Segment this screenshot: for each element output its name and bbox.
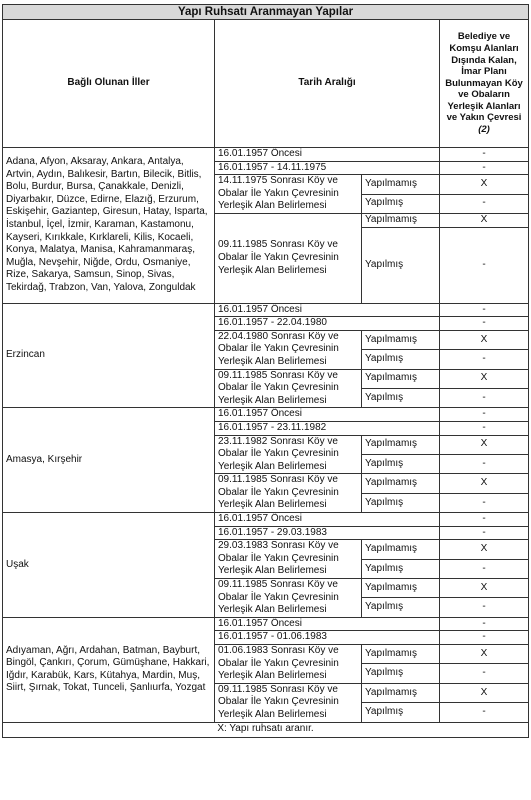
plan-text: Sonrası Köy ve Obalar İle Yakın Çevresinin Yerleşik Alan Belirlemesi xyxy=(218,369,339,406)
header-village-areas xyxy=(440,20,529,148)
table-row xyxy=(3,303,529,317)
plan-description xyxy=(215,645,362,684)
permit-mark: X xyxy=(440,474,529,493)
status-not-done: Yapılmamış xyxy=(362,213,440,227)
plan-date: 09.11.1985 xyxy=(218,369,268,381)
permit-mark: - xyxy=(440,631,529,645)
table-title: Yapı Ruhsatı Aranmayan Yapılar xyxy=(3,5,529,20)
permit-mark: - xyxy=(440,421,529,435)
permit-mark: X xyxy=(440,175,529,194)
status-done: Yapılmış xyxy=(362,388,440,407)
permit-mark: X xyxy=(440,369,529,388)
status-not-done: Yapılmamış xyxy=(362,540,440,559)
plan-date: 22.04.1980 xyxy=(218,330,269,342)
plan-date: 29.03.1983 xyxy=(218,540,269,552)
permit-mark: - xyxy=(440,454,529,473)
plan-text: Sonrası Köy ve Obalar İle Yakın Çevresinin Yerleşik Alan Belirlemesi xyxy=(218,175,339,212)
permit-mark: X xyxy=(440,330,529,349)
plan-description xyxy=(215,330,362,369)
plan-text: Sonrası Köy ve Obalar İle Yakın Çevresinin Yerleşik Alan Belirlemesi xyxy=(218,239,339,276)
date-range: 16.01.1957 - 29.03.1983 xyxy=(215,526,440,540)
plan-description xyxy=(215,474,362,513)
permit-mark: - xyxy=(440,317,529,331)
permit-mark: - xyxy=(440,227,529,303)
header-village-line: Belediye ve xyxy=(457,31,511,43)
status-not-done: Yapılmamış xyxy=(362,579,440,598)
plan-text: Sonrası Köy ve Obalar İle Yakın Çevresinin Yerleşik Alan Belirlemesi xyxy=(218,579,339,616)
permit-table xyxy=(2,4,529,738)
permit-mark: - xyxy=(440,194,529,213)
status-not-done: Yapılmamış xyxy=(362,683,440,702)
plan-description xyxy=(215,540,362,579)
plan-date: 09.11.1985 xyxy=(218,579,268,591)
permit-mark: X xyxy=(440,683,529,702)
permit-mark: X xyxy=(440,579,529,598)
permit-mark: - xyxy=(440,388,529,407)
date-range: 16.01.1957 - 23.11.1982 xyxy=(215,421,440,435)
header-village-line: Dışında Kalan, xyxy=(451,54,517,66)
province-list: Adıyaman, Ağrı, Ardahan, Batman, Bayburt, Bingöl, Çankırı, Çorum, Gümüşhane, Hakkari, Iğdır, Karabük, Kars, Kütahya, Mardin, Muş, Siirt, Şırnak, Tokat, Tunceli, Şanlıurfa, Yozgat xyxy=(3,617,215,722)
status-done: Yapılmış xyxy=(362,194,440,213)
permit-mark: X xyxy=(440,645,529,664)
plan-description xyxy=(215,579,362,618)
province-list: Amasya, Kırşehir xyxy=(3,408,215,513)
date-range: 16.01.1957 Öncesi xyxy=(215,148,440,162)
plan-date: 09.11.1985 xyxy=(218,239,268,251)
table-row xyxy=(3,148,529,162)
header-village-line: Bulunmayan Köy xyxy=(445,77,523,89)
plan-description xyxy=(215,369,362,408)
header-village-line: İmar Planı xyxy=(461,66,507,78)
status-done: Yapılmış xyxy=(362,350,440,369)
status-not-done: Yapılmamış xyxy=(362,330,440,349)
status-done: Yapılmış xyxy=(362,454,440,473)
permit-mark: X xyxy=(440,213,529,227)
permit-mark: X xyxy=(440,540,529,559)
date-range: 16.01.1957 - 01.06.1983 xyxy=(215,631,440,645)
province-list: Uşak xyxy=(3,513,215,618)
plan-text: Sonrası Köy ve Obalar İle Yakın Çevresinin Yerleşik Alan Belirlemesi xyxy=(218,330,339,367)
status-done: Yapılmış xyxy=(362,703,440,722)
permit-mark: - xyxy=(440,350,529,369)
status-done: Yapılmış xyxy=(362,227,440,303)
permit-mark: - xyxy=(440,664,529,683)
permit-mark: - xyxy=(440,161,529,175)
table-row xyxy=(3,408,529,422)
date-range: 16.01.1957 Öncesi xyxy=(215,303,440,317)
plan-date: 14.11.1975 xyxy=(218,175,268,187)
date-range: 16.01.1957 - 14.11.1975 xyxy=(215,161,440,175)
status-not-done: Yapılmamış xyxy=(362,175,440,194)
header-village-line: Komşu Alanları xyxy=(449,42,519,54)
header-date-range: Tarih Aralığı xyxy=(215,20,440,148)
table-row xyxy=(3,722,529,737)
plan-date: 01.06.1983 xyxy=(218,645,269,656)
status-done: Yapılmış xyxy=(362,664,440,683)
plan-text: Sonrası Köy ve Obalar İle Yakın Çevresinin Yerleşik Alan Belirlemesi xyxy=(218,645,339,682)
permit-mark: - xyxy=(440,513,529,527)
table-row xyxy=(3,513,529,527)
plan-date: 23.11.1982 xyxy=(218,435,268,447)
permit-mark: - xyxy=(440,703,529,722)
plan-text: Sonrası Köy ve Obalar İle Yakın Çevresinin Yerleşik Alan Belirlemesi xyxy=(218,474,339,511)
permit-mark: - xyxy=(440,408,529,422)
plan-description xyxy=(215,175,362,214)
province-list: Erzincan xyxy=(3,303,215,408)
permit-mark: - xyxy=(440,598,529,617)
plan-date: 09.11.1985 xyxy=(218,683,268,695)
date-range: 16.01.1957 Öncesi xyxy=(215,617,440,631)
status-not-done: Yapılmamış xyxy=(362,435,440,454)
status-not-done: Yapılmamış xyxy=(362,369,440,388)
status-done: Yapılmış xyxy=(362,493,440,512)
status-done: Yapılmış xyxy=(362,598,440,617)
permit-mark: - xyxy=(440,526,529,540)
permit-mark: - xyxy=(440,559,529,578)
status-done: Yapılmış xyxy=(362,559,440,578)
plan-text: Sonrası Köy ve Obalar İle Yakın Çevresinin Yerleşik Alan Belirlemesi xyxy=(218,435,339,472)
plan-text: Sonrası Köy ve Obalar İle Yakın Çevresinin Yerleşik Alan Belirlemesi xyxy=(218,683,339,720)
status-not-done: Yapılmamış xyxy=(362,474,440,493)
plan-description xyxy=(215,213,362,303)
plan-description xyxy=(215,683,362,722)
date-range: 16.01.1957 - 22.04.1980 xyxy=(215,317,440,331)
plan-description xyxy=(215,435,362,474)
permit-mark: - xyxy=(440,493,529,512)
date-range: 16.01.1957 Öncesi xyxy=(215,408,440,422)
permit-mark: X xyxy=(440,435,529,454)
date-range: 16.01.1957 Öncesi xyxy=(215,513,440,527)
status-not-done: Yapılmamış xyxy=(362,645,440,664)
header-village-line: ve Obaların xyxy=(458,89,510,101)
province-list: Adana, Afyon, Aksaray, Ankara, Antalya, Artvin, Aydın, Balıkesir, Bartın, Bilecik, Bitlis, Bolu, Burdur, Bursa, Çanakkale, Denizli, Diyarbakır, Düzce, Edirne, Elazığ, Erzurum, Eskişehir, Gaziantep, Giresun, Hatay, Isparta, İstanbul, İçel, İzmir, Karaman, Kastamonu, Kayseri, Kırıkkale, Kırklareli, Kilis, Kocaeli, Konya, Malatya, Manisa, Kahramanmaraş, Muğla, Nevşehir, Niğde, Ordu, Osmaniye, Rize, Sakarya, Samsun, Sinop, Sivas, Tekirdağ, Trabzon, Van, Yalova, Zonguldak xyxy=(3,148,215,304)
header-village-line: Yerleşik Alanları xyxy=(447,100,521,112)
permit-mark: - xyxy=(440,148,529,162)
permit-mark: - xyxy=(440,617,529,631)
table-row xyxy=(3,617,529,631)
table-footer: X: Yapı ruhsatı aranır. xyxy=(3,722,529,737)
plan-date: 09.11.1985 xyxy=(218,474,268,486)
header-note: (2) xyxy=(478,124,490,136)
permit-mark: - xyxy=(440,303,529,317)
header-village-line: ve Yakın Çevresi xyxy=(446,112,522,124)
header-provinces: Bağlı Olunan İller xyxy=(3,20,215,148)
plan-text: Sonrası Köy ve Obalar İle Yakın Çevresinin Yerleşik Alan Belirlemesi xyxy=(218,540,339,577)
